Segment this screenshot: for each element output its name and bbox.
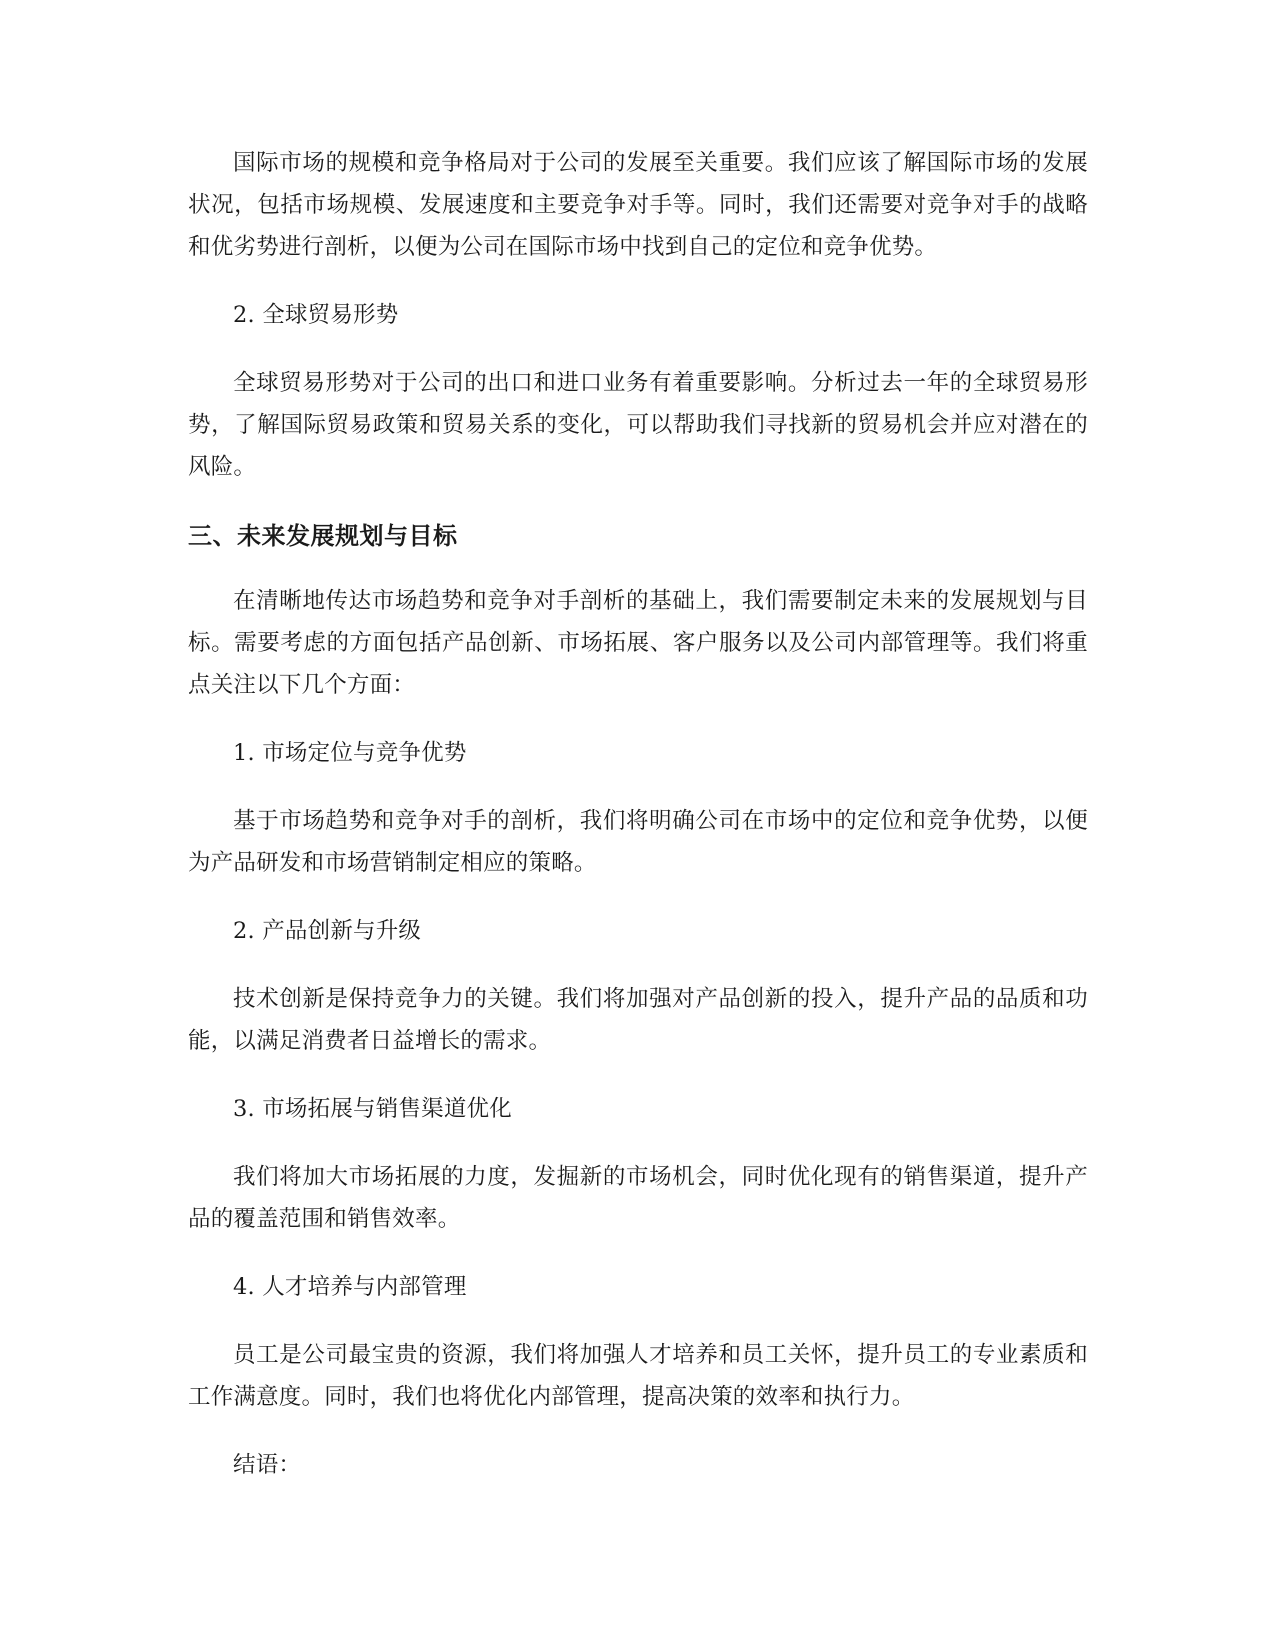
paragraph-talent-management: 员工是公司最宝贵的资源，我们将加强人才培养和员工关怀，提升员工的专业素质和工作满意度。同时，我们也将优化内部管理，提高决策的效率和执行力。 <box>188 1342 1088 1410</box>
paragraph-market-positioning: 基于市场趋势和竞争对手的剖析，我们将明确公司在市场中的定位和竞争优势，以便为产品研发和市场营销制定相应的策略。 <box>188 808 1088 876</box>
subheading-product-innovation: 2. 产品创新与升级 <box>233 918 422 944</box>
conclusion-label: 结语： <box>233 1452 302 1478</box>
subheading-talent-management: 4. 人才培养与内部管理 <box>233 1274 467 1300</box>
paragraph-international-market: 国际市场的规模和竞争格局对于公司的发展至关重要。我们应该了解国际市场的发展状况，包括市场规模、发展速度和主要竞争对手等。同时，我们还需要对竞争对手的战略和优劣势进行剖析，以便为公司在国际市场中找到自己的定位和竞争优势。 <box>188 150 1088 260</box>
subheading-market-expansion: 3. 市场拓展与销售渠道优化 <box>233 1096 512 1122</box>
paragraph-product-innovation: 技术创新是保持竞争力的关键。我们将加强对产品创新的投入，提升产品的品质和功能，以满足消费者日益增长的需求。 <box>188 986 1088 1054</box>
paragraph-global-trade: 全球贸易形势对于公司的出口和进口业务有着重要影响。分析过去一年的全球贸易形势，了解国际贸易政策和贸易关系的变化，可以帮助我们寻找新的贸易机会并应对潜在的风险。 <box>188 370 1088 480</box>
section-heading-future-plan: 三、未来发展规划与目标 <box>188 522 458 550</box>
subheading-market-positioning: 1. 市场定位与竞争优势 <box>233 740 467 766</box>
subheading-global-trade: 2. 全球贸易形势 <box>233 302 399 328</box>
paragraph-market-expansion: 我们将加大市场拓展的力度，发掘新的市场机会，同时优化现有的销售渠道，提升产品的覆盖范围和销售效率。 <box>188 1164 1088 1232</box>
document-body <box>188 142 1088 1512</box>
paragraph-future-plan-intro: 在清晰地传达市场趋势和竞争对手剖析的基础上，我们需要制定未来的发展规划与目标。需要考虑的方面包括产品创新、市场拓展、客户服务以及公司内部管理等。我们将重点关注以下几个方面： <box>188 588 1088 698</box>
